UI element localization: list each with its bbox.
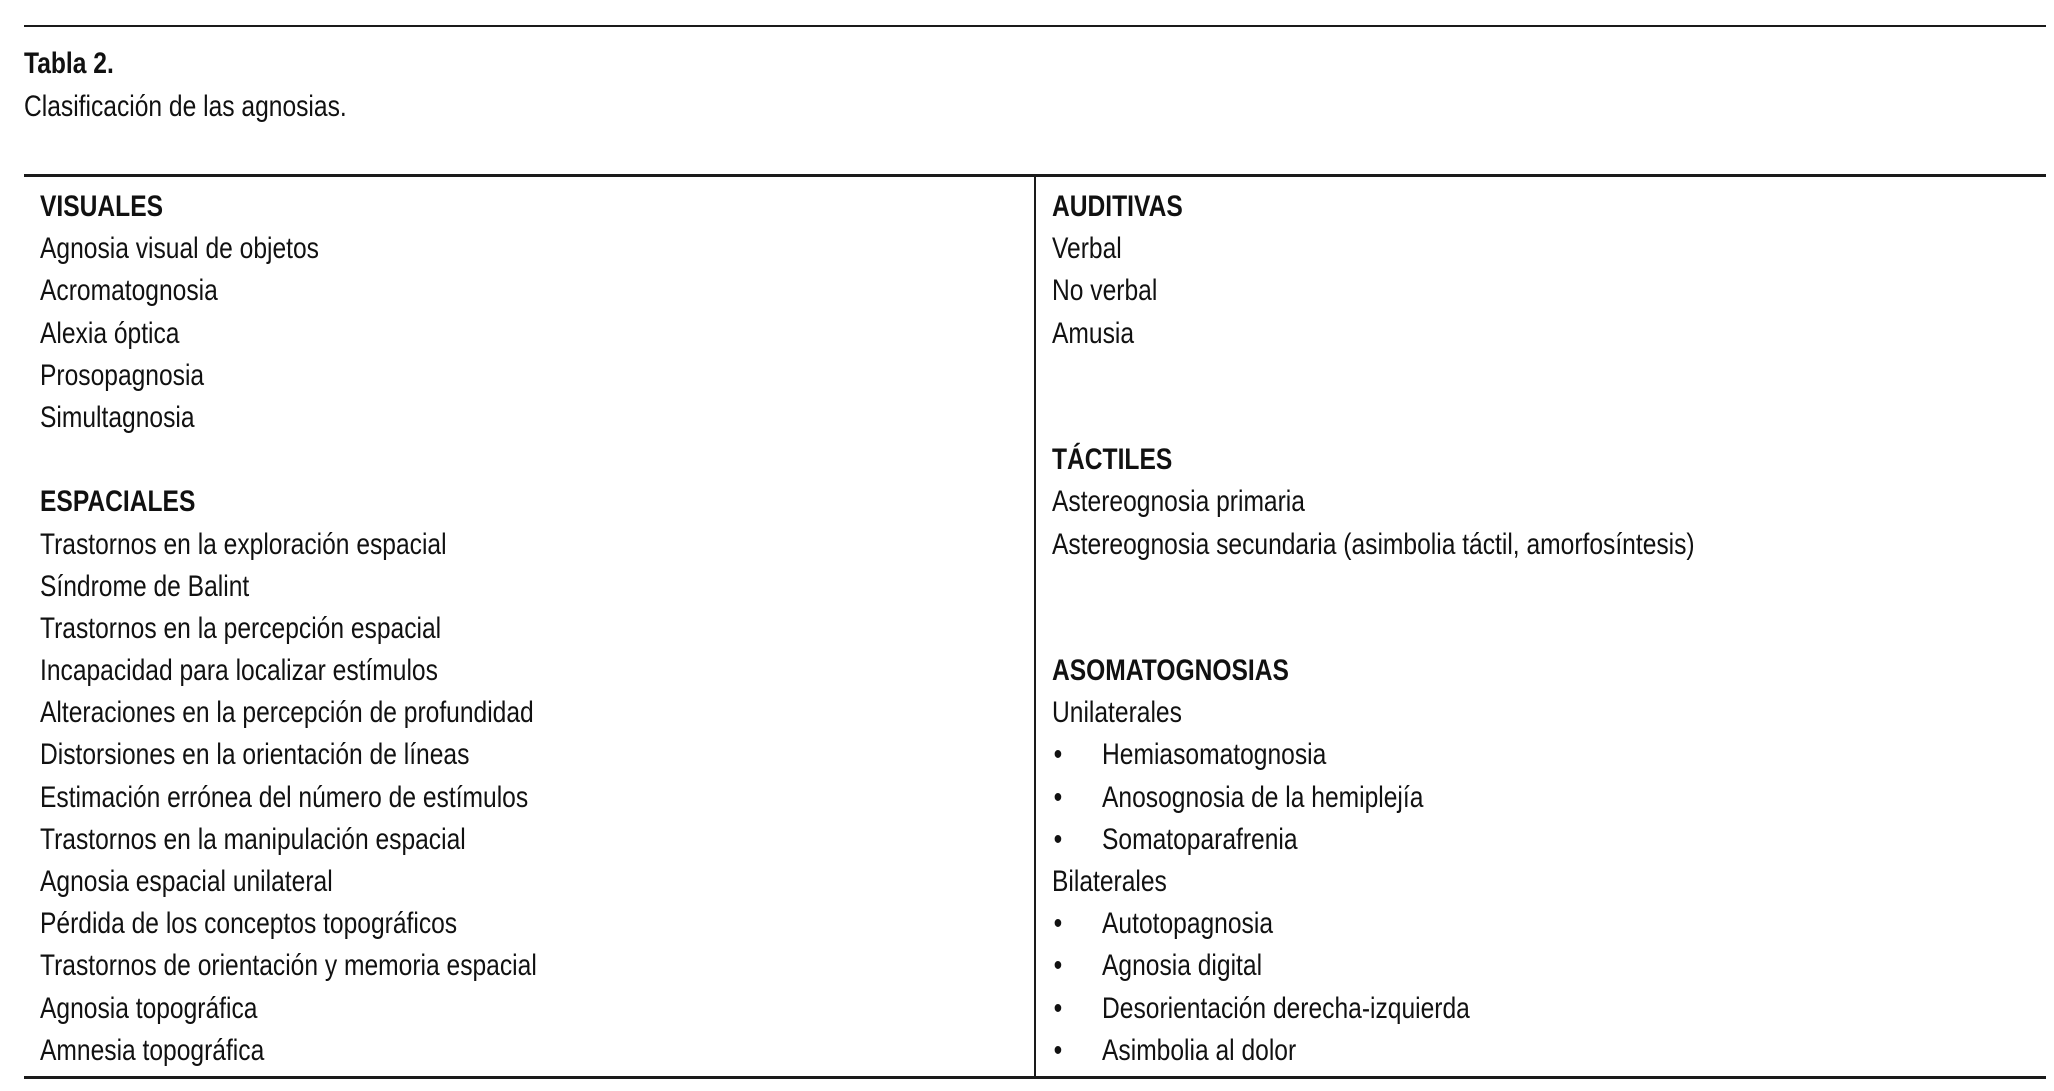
section-heading-tactiles: TÁCTILES [1052, 443, 1173, 477]
list-item: Astereognosia primaria [1052, 485, 1305, 519]
list-item: Astereognosia secundaria (asimbolia táctil, amorfosíntesis) [1052, 527, 1695, 561]
list-item: Pérdida de los conceptos topográficos [40, 907, 458, 941]
list-item: Alexia óptica [40, 316, 180, 350]
subgroup-label-unilaterales: Unilaterales [1052, 696, 1182, 730]
section-heading-visuales: VISUALES [40, 190, 164, 223]
list-item: Alteraciones en la percepción de profundidad [40, 696, 534, 730]
bullet-item-text: Asimbolia al dolor [1102, 1033, 1297, 1067]
list-item: Acromatognosia [40, 274, 218, 308]
bullet-icon: • [1053, 1033, 1063, 1067]
table-caption-subtitle: Clasificación de las agnosias. [24, 90, 347, 123]
list-item: Prosopagnosia [40, 358, 205, 392]
section-spacer [1052, 566, 1695, 608]
list-item: Trastornos en la exploración espacial [40, 527, 447, 561]
bullet-icon: • [1053, 949, 1063, 983]
bullet-item-text: Agnosia digital [1102, 949, 1263, 983]
section-heading-asomatognosias: ASOMATOGNOSIAS [1052, 654, 1289, 688]
list-item: Síndrome de Balint [40, 569, 250, 603]
bullet-list-item [1052, 945, 1695, 987]
bullet-item-text: Anosognosia de la hemiplejía [1102, 780, 1424, 814]
bullet-item-text: Desorientación derecha-izquierda [1102, 991, 1470, 1025]
bullet-icon: • [1053, 907, 1063, 941]
list-item: Trastornos de orientación y memoria espacial [40, 949, 537, 983]
bullet-list-item [1052, 734, 1695, 776]
subgroup-label-bilaterales: Bilaterales [1052, 865, 1167, 898]
bullet-icon: • [1053, 822, 1063, 856]
left-column [40, 186, 537, 1072]
section-spacer [1052, 355, 1695, 397]
list-item: Estimación errónea del número de estímulos [40, 780, 529, 814]
list-item: Agnosia espacial unilateral [40, 865, 333, 898]
table-caption-title: Tabla 2. [24, 47, 114, 80]
bullet-icon: • [1053, 780, 1063, 814]
list-item: Trastornos en la manipulación espacial [40, 822, 466, 856]
section-spacer [40, 439, 537, 481]
list-item: Simultagnosia [40, 400, 195, 434]
right-column [1052, 186, 1695, 1072]
list-item: Distorsiones en la orientación de líneas [40, 738, 470, 772]
caption-top-rule [24, 25, 2046, 27]
list-item: Amnesia topográfica [40, 1033, 265, 1067]
bullet-icon: • [1053, 738, 1063, 772]
section-spacer [1052, 608, 1695, 650]
list-item: Agnosia topográfica [40, 991, 258, 1025]
bullet-list-item [1052, 903, 1695, 945]
list-item: No verbal [1052, 274, 1158, 308]
bullet-icon: • [1053, 991, 1063, 1025]
list-item: Agnosia visual de objetos [40, 232, 319, 266]
list-item: Amusia [1052, 316, 1135, 350]
bullet-item-text: Hemiasomatognosia [1102, 738, 1327, 772]
section-spacer [1052, 397, 1695, 439]
bullet-list-item [1052, 988, 1695, 1030]
column-divider [1034, 176, 1036, 1078]
bullet-list-item [1052, 819, 1695, 861]
bullet-list-item [1052, 777, 1695, 819]
list-item: Incapacidad para localizar estímulos [40, 654, 438, 688]
table-bottom-rule [24, 1076, 2046, 1079]
bullet-item-text: Autotopagnosia [1102, 907, 1274, 941]
bullet-list-item [1052, 1030, 1695, 1072]
bullet-item-text: Somatoparafrenia [1102, 822, 1298, 856]
list-item: Verbal [1052, 232, 1122, 266]
section-heading-auditivas: AUDITIVAS [1052, 190, 1183, 223]
section-heading-espaciales: ESPACIALES [40, 485, 196, 519]
list-item: Trastornos en la percepción espacial [40, 611, 442, 645]
